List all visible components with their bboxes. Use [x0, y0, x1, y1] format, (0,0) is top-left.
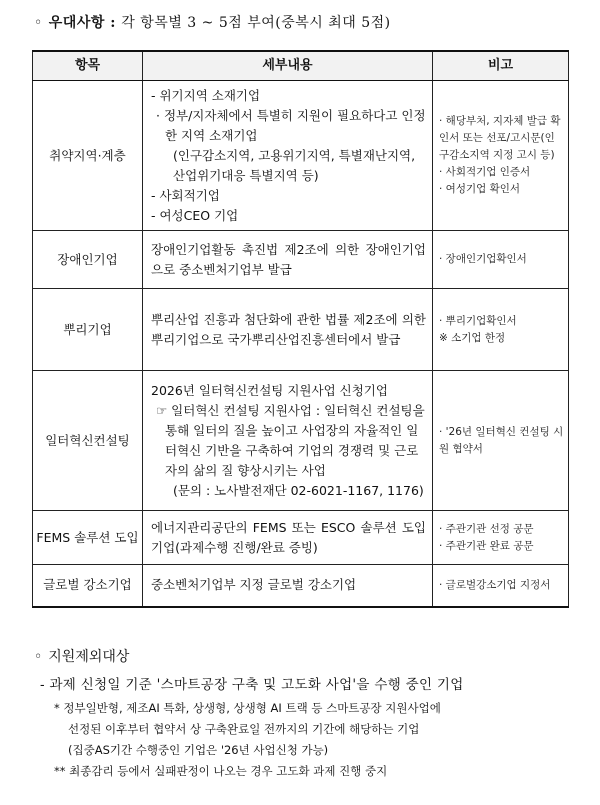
table-row [33, 511, 569, 565]
preference-heading: 우대사항 [48, 15, 105, 31]
note-line: ※ 소기업 한정 [439, 331, 506, 344]
exclusion-note-line: ** 최종감리 등에서 실패판정이 나오는 경우 고도화 과제 진행 중지 [54, 764, 388, 778]
table-row [33, 289, 569, 371]
preference-subtitle: 각 항목별 3 ~ 5점 부여(중복시 최대 5점) [121, 15, 391, 31]
detail-line: (문의 : 노사발전재단 02-6021-1167, 1176) [173, 482, 424, 498]
row-note [433, 565, 569, 607]
row-item: 취약지역·계층 [33, 81, 143, 231]
header-note: 비고 [433, 51, 569, 81]
row-item: 장애인기업 [33, 231, 143, 289]
row-note [433, 81, 569, 231]
heading-separator: : [104, 15, 122, 31]
detail-line: 뿌리산업 진흥과 첨단화에 관한 법률 제2조에 의한 뿌리기업으로 국가뿌리산업진흥센터에서 발급 [151, 311, 426, 347]
detail-line: - 위기지역 소재기업 [151, 87, 261, 103]
row-detail [143, 511, 433, 565]
row-note [433, 511, 569, 565]
note-line: · 사회적기업 인증서 [439, 166, 531, 178]
note-line: · 장애인기업확인서 [439, 253, 527, 265]
circle-bullet-icon: ◦ [34, 649, 43, 665]
row-item: 뿌리기업 [33, 289, 143, 371]
row-note [433, 289, 569, 371]
exclusion-note-line: 선정된 이후부터 협약서 상 구축완료일 전까지의 기간에 해당하는 기업 [68, 722, 420, 736]
detail-line: ☞ 일터혁신 컨설팅 지원사업 : 일터혁신 컨설팅을 통해 일터의 질을 높이고 사업장의 자율적인 일터혁신 기반을 구축하여 기업의 경쟁력 및 근로자의 삶의 질 향상시키는 사업 [156, 402, 425, 478]
preference-table [32, 50, 569, 608]
note-line: · '26년 일터혁신 컨설팅 시원 협약서 [439, 425, 564, 455]
row-note [433, 231, 569, 289]
detail-line: 중소벤처기업부 지정 글로벌 강소기업 [151, 577, 357, 593]
preference-section-title [34, 12, 391, 32]
exclusion-note-line: * 정부일반형, 제조AI 특화, 상생형, 상생형 AI 트랙 등 스마트공장 지원사업에 [54, 701, 441, 715]
table-header-row [33, 51, 569, 81]
table-row [33, 231, 569, 289]
note-line: · 여성기업 확인서 [439, 183, 521, 195]
detail-line: - 사회적기업 [151, 187, 220, 203]
row-item: 글로벌 강소기업 [33, 565, 143, 607]
row-detail [143, 81, 433, 231]
header-item: 항목 [33, 51, 143, 81]
note-line: · 주관기관 완료 공문 [439, 539, 534, 552]
detail-line: 2026년 일터혁신컨설팅 지원사업 신청기업 [151, 382, 388, 398]
note-line: · 글로벌강소기업 지정서 [439, 578, 551, 591]
row-detail [143, 565, 433, 607]
detail-line: (인구감소지역, 고용위기지역, 특별재난지역, 산업위기대응 특별지역 등) [173, 147, 416, 183]
table-row [33, 371, 569, 511]
circle-bullet-icon: ◦ [34, 15, 43, 31]
detail-line: - 여성CEO 기업 [151, 207, 239, 223]
header-detail: 세부내용 [143, 51, 433, 81]
exclusion-heading: 지원제외대상 [48, 649, 130, 665]
table-row [33, 565, 569, 607]
table-row [33, 81, 569, 231]
detail-line: 에너지관리공단의 FEMS 또는 ESCO 솔루션 도입기업(과제수행 진행/완료 증빙) [151, 519, 426, 555]
row-note [433, 371, 569, 511]
exclusion-notes [40, 698, 580, 782]
row-detail [143, 289, 433, 371]
note-line: · 해당부처, 지자체 발급 확인서 또는 선포/고시문(인구감소지역 지정 고시 등) [439, 115, 561, 161]
row-item: 일터혁신컨설팅 [33, 371, 143, 511]
note-line: · 뿌리기업확인서 [439, 314, 517, 327]
exclusion-body [40, 672, 580, 782]
detail-line: 장애인기업활동 촉진법 제2조에 의한 장애인기업으로 중소벤처기업부 발급 [151, 241, 426, 277]
exclusion-main-line: - 과제 신청일 기준 '스마트공장 구축 및 고도화 사업'을 수행 중인 기업 [40, 677, 464, 693]
exclusion-section-title [34, 646, 129, 666]
row-detail [143, 371, 433, 511]
row-item: FEMS 솔루션 도입 [33, 511, 143, 565]
note-line: · 주관기관 선정 공문 [439, 522, 534, 535]
row-detail [143, 231, 433, 289]
exclusion-note-line: (집중AS기간 수행중인 기업은 '26년 사업신청 가능) [68, 743, 329, 757]
detail-line: · 정부/지자체에서 특별히 지원이 필요하다고 인정한 지역 소재기업 [156, 107, 426, 143]
